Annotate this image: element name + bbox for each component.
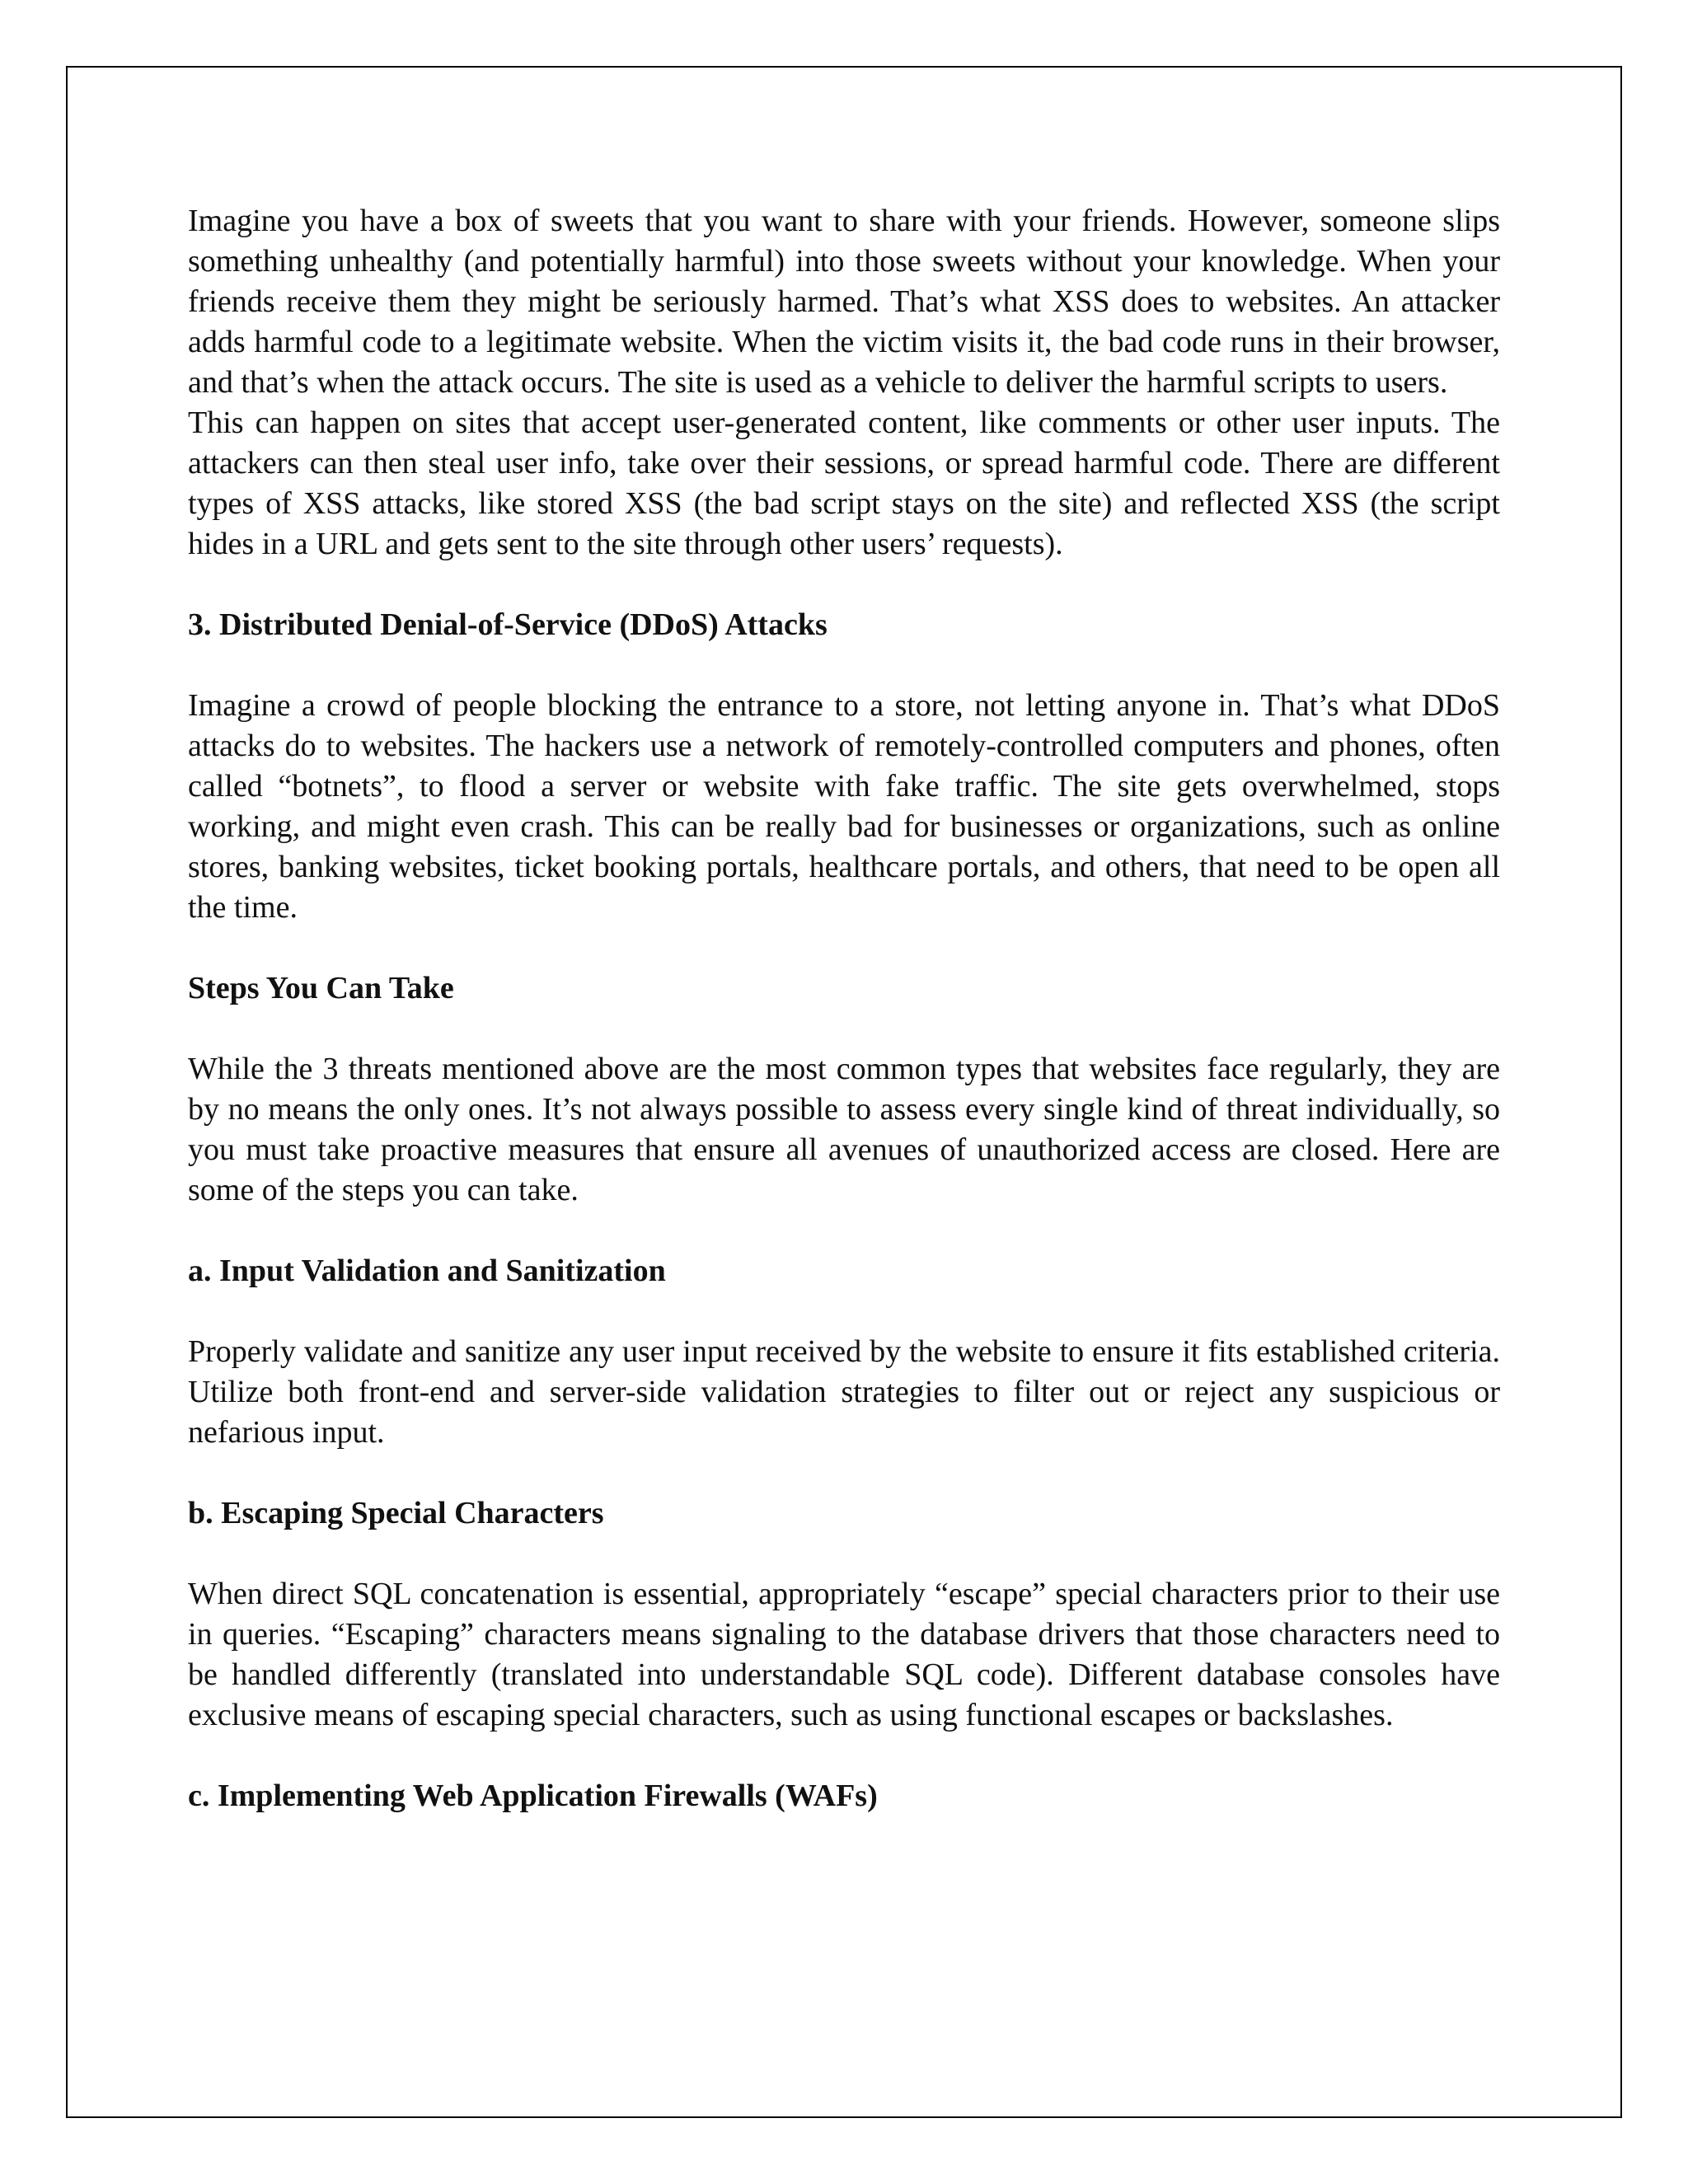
document-body [188, 201, 1500, 1816]
paragraph-xss-analogy: Imagine you have a box of sweets that you want to share with your friends. However, someone slips something unhealthy (and potentially harmful) into those sweets without your knowledge. When your friends receive them they might be seriously harmed. That’s what XSS does to websites. An attacker adds harmful code to a legitimate website. When the victim visits it, the bad code runs in their browser, and that’s when the attack occurs. The site is used as a vehicle to deliver the harmful scripts to users. [188, 204, 1500, 400]
heading-input-validation: a. Input Validation and Sanitization [188, 1254, 666, 1288]
paragraph-steps: While the 3 threats mentioned above are the most common types that websites face regularly, they are by no means the only ones. It’s not always possible to assess every single kind of threat individually, so you must take proactive measures that ensure all avenues of unauthorized access are closed. Here are some of the steps you can take. [188, 1052, 1500, 1207]
paragraph-input-validation: Properly validate and sanitize any user input received by the website to ensure it fits established criteria. Utilize both front-end and server-side validation strategies to filter out or reject any suspicious or nefarious input. [188, 1334, 1500, 1450]
heading-escaping: b. Escaping Special Characters [188, 1496, 604, 1530]
paragraph-ddos: Imagine a crowd of people blocking the entrance to a store, not letting anyone in. That’s what DDoS attacks do to websites. The hackers use a network of remotely-controlled computers and phones, often called “botnets”, to flood a server or website with fake traffic. The site gets overwhelmed, stops working, and might even crash. This can be really bad for businesses or organizations, such as online stores, banking websites, ticket booking portals, healthcare portals, and others, that need to be open all the time. [188, 688, 1500, 925]
heading-ddos: 3. Distributed Denial-of-Service (DDoS) Attacks [188, 607, 828, 642]
heading-steps: Steps You Can Take [188, 971, 454, 1005]
paragraph-escaping: When direct SQL concatenation is essential, appropriately “escape” special characters prior to their use in queries. “Escaping” characters means signaling to the database drivers that those characters need to be handled differently (translated into understandable SQL code). Different database consoles have exclusive means of escaping special characters, such as using functional escapes or backslashes. [188, 1577, 1500, 1732]
heading-waf: c. Implementing Web Application Firewalls (WAFs) [188, 1779, 878, 1813]
paragraph-xss-types: This can happen on sites that accept user-generated content, like comments or other user inputs. The attackers can then steal user info, take over their sessions, or spread harmful code. There are different types of XSS attacks, like stored XSS (the bad script stays on the site) and reflected XSS (the script hides in a URL and gets sent to the site through other users’ requests). [188, 405, 1500, 561]
